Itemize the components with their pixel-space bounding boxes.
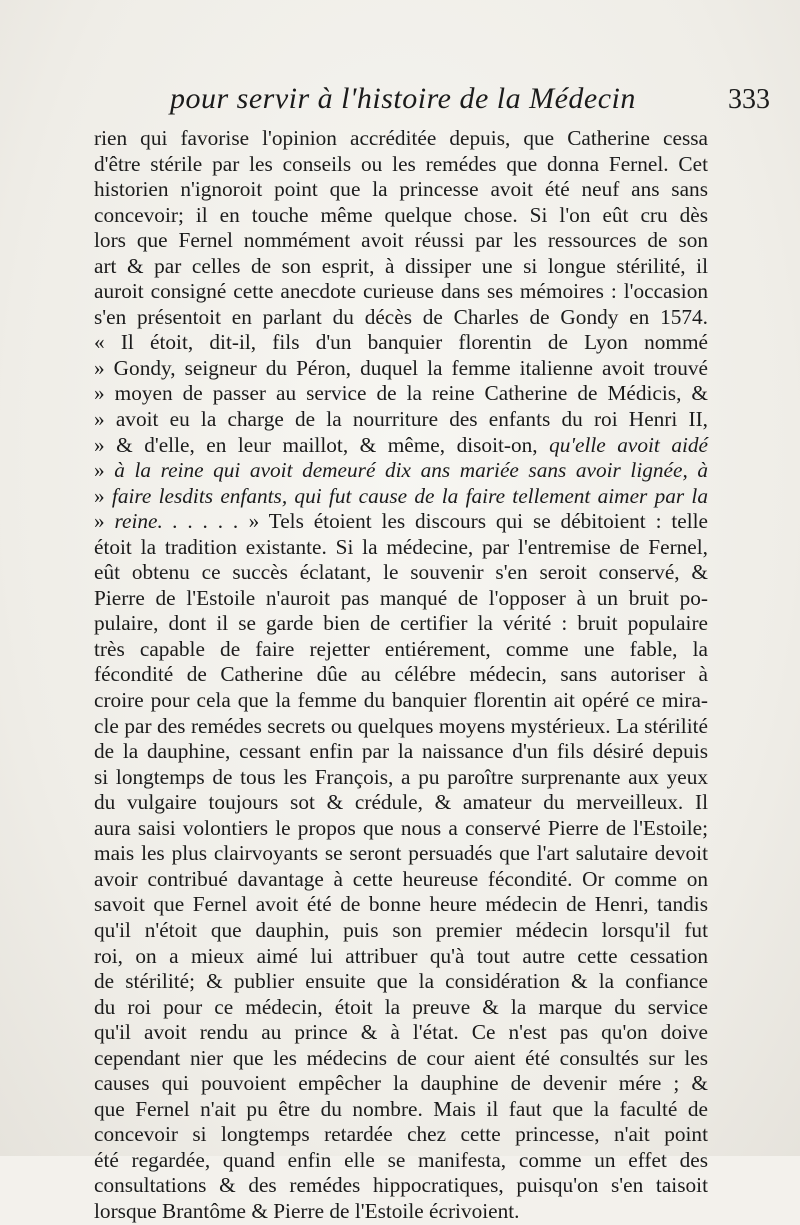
text-line	[94, 867, 708, 893]
text-line	[94, 330, 708, 356]
line-text: mais les plus clairvoyants se seront persuadés que l'art salutaire devoit	[94, 841, 708, 866]
line-text: Pierre de l'Estoile n'auroit pas manqué de l'opposer à un bruit po-	[94, 585, 708, 610]
text-line	[94, 1071, 708, 1097]
text-line	[94, 662, 708, 688]
text-line	[94, 509, 708, 535]
text-line	[94, 254, 708, 280]
line-text: eût obtenu ce succès éclatant, le souvenir s'en seroit conservé, &	[94, 560, 708, 585]
text-line	[94, 1097, 708, 1123]
text-line	[94, 228, 708, 254]
text-line	[94, 969, 708, 995]
line-italic-quote: à la reine qui avoit demeuré dix ans mariée sans avoir lignée, à	[114, 458, 708, 483]
running-head	[170, 82, 770, 122]
line-text: causes qui pouvoient empêcher la dauphine de devenir mére ; &	[94, 1071, 708, 1096]
text-line	[94, 1173, 708, 1199]
text-line	[94, 1046, 708, 1072]
text-line	[94, 1148, 708, 1174]
line-text: pulaire, dont il se garde bien de certifier la vérité : bruit populaire	[94, 611, 708, 636]
text-line	[94, 611, 708, 637]
line-text: avoir contribué davantage à cette heureuse fécondité. Or comme on	[94, 866, 708, 891]
text-line	[94, 1199, 708, 1225]
line-text: fécondité de Catherine dûe au célébre médecin, sans autoriser à	[94, 662, 708, 687]
line-text: qu'il n'étoit que dauphin, puis son premier médecin lorsqu'il fut	[94, 917, 708, 942]
line-text: été regardée, quand enfin elle se manifesta, comme un effet des	[94, 1147, 708, 1172]
line-text: consultations & des remédes hippocratiques, puisqu'on s'en taisoit	[94, 1173, 708, 1198]
line-text: si longtemps de tous les François, a pu paroître surprenante aux yeux	[94, 764, 708, 789]
line-text: » moyen de passer au service de la reine Catherine de Médicis, &	[94, 381, 708, 406]
line-text: concevoir; il en touche même quelque chose. Si l'on eût cru dès	[94, 202, 708, 227]
line-text: art & par celles de son esprit, à dissiper une si longue stérilité, il	[94, 253, 708, 278]
text-line	[94, 841, 708, 867]
text-line	[94, 177, 708, 203]
text-line	[94, 535, 708, 561]
text-line	[94, 739, 708, 765]
text-line	[94, 203, 708, 229]
running-title: pour servir à l'histoire de la Médecin	[170, 82, 636, 115]
text-line	[94, 152, 708, 178]
line-text: de stérilité; & publier ensuite que la considération & la confiance	[94, 969, 708, 994]
line-text: « Il étoit, dit-il, fils d'un banquier florentin de Lyon nommé	[94, 330, 708, 355]
line-text: que Fernel n'ait pu être du nombre. Mais il faut que la faculté de	[94, 1096, 708, 1121]
line-text: rien qui favorise l'opinion accréditée depuis, que Catherine cessa	[94, 126, 708, 150]
text-line	[94, 126, 708, 152]
text-line	[94, 381, 708, 407]
line-text: lorsque Brantôme & Pierre de l'Estoile écrivoient.	[94, 1198, 520, 1223]
text-line	[94, 305, 708, 331]
line-text: lors que Fernel nommément avoit réussi par les ressources de son	[94, 228, 708, 253]
line-italic-quote: reine. . . . . .	[114, 509, 249, 534]
show-through-text	[565, 1012, 800, 1034]
text-line	[94, 356, 708, 382]
line-italic-quote: qu'elle avoit aidé	[549, 432, 709, 457]
text-line	[94, 407, 708, 433]
line-text: d'être stérile par les conseils ou les remédes que donna Fernel. Cet	[94, 151, 708, 176]
line-text: »	[94, 483, 105, 508]
text-line	[94, 433, 708, 459]
line-text: »	[94, 458, 105, 483]
line-text: roi, on a mieux aimé lui attribuer qu'à tout autre cette cessation	[94, 943, 708, 968]
text-line	[94, 714, 708, 740]
line-text: historien n'ignoroit point que la princesse avoit été neuf ans sans	[94, 177, 708, 202]
line-text: de la dauphine, cessant enfin par la naissance d'un fils désiré depuis	[94, 739, 708, 764]
text-line	[94, 637, 708, 663]
text-line	[94, 892, 708, 918]
line-text: » avoit eu la charge de la nourriture des enfants du roi Henri II,	[94, 407, 708, 432]
body-text	[94, 126, 708, 1225]
text-line	[94, 279, 708, 305]
text-line	[94, 688, 708, 714]
line-text: » & d'elle, en leur maillot, & même, disoit-on,	[94, 432, 538, 457]
page-number: 333	[728, 84, 770, 115]
text-line	[94, 944, 708, 970]
line-text: aura saisi volontiers le propos que nous a conservé Pierre de l'Estoile;	[94, 815, 708, 840]
line-text: concevoir si longtemps retardée chez cette princesse, n'ait point	[94, 1122, 708, 1147]
line-text: croire pour cela que la femme du banquier florentin ait opéré ce mira-	[94, 688, 708, 713]
text-line	[94, 586, 708, 612]
text-line	[94, 1122, 708, 1148]
line-text: s'en présentoit en parlant du décès de Charles de Gondy en 1574.	[94, 304, 708, 329]
line-italic-quote: faire lesdits enfants, qui fut cause de la faire tellement aimer par la	[111, 483, 708, 508]
text-line	[94, 918, 708, 944]
text-line	[94, 765, 708, 791]
text-line	[94, 790, 708, 816]
line-text: cle par des remédes secrets ou quelques moyens mystérieux. La stérilité	[94, 713, 708, 738]
text-line	[94, 560, 708, 586]
text-line	[94, 458, 708, 484]
text-line	[94, 484, 708, 510]
line-text: auroit consigné cette anecdote curieuse dans ses mémoires : l'occasion	[94, 279, 708, 304]
text-line	[94, 816, 708, 842]
line-text: qu'il avoit rendu au prince & à l'état. Ce n'est pas qu'on doive	[94, 1020, 708, 1045]
line-text: étoit la tradition existante. Si la médecine, par l'entremise de Fernel,	[94, 534, 708, 559]
line-text: » Gondy, seigneur du Péron, duquel la femme italienne avoit trouvé	[94, 355, 708, 380]
line-text: savoit que Fernel avoit été de bonne heure médecin de Henri, tandis	[94, 892, 708, 917]
line-text: très capable de faire rejetter entiérement, comme une fable, la	[94, 636, 708, 661]
line-text: »	[94, 509, 105, 534]
line-text: cependant nier que les médecins de cour aient été consultés sur les	[94, 1045, 708, 1070]
line-text-after: » Tels étoient les discours qui se débitoient : telle	[248, 509, 708, 534]
line-text: du vulgaire toujours sot & crédule, & amateur du merveilleux. Il	[94, 790, 708, 815]
line-text: du roi pour ce médecin, étoit la preuve & la marque du service	[94, 994, 708, 1019]
